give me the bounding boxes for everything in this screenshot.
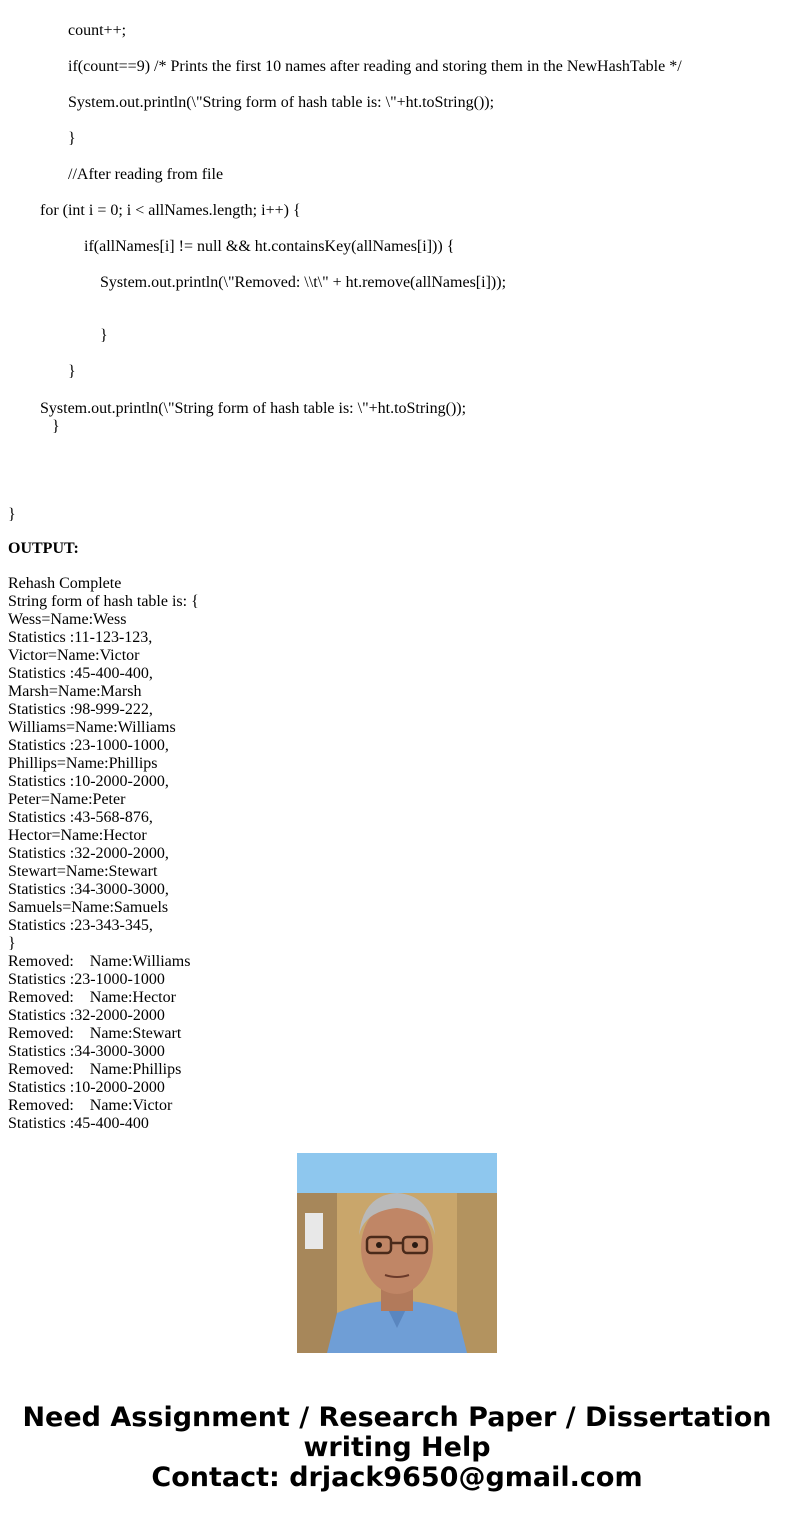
promo-line-2: writing Help: [303, 1432, 491, 1463]
output-line: Peter=Name:Peter: [8, 791, 126, 808]
output-line: Statistics :45-400-400,: [8, 665, 153, 682]
code-line-close-brace: }: [52, 418, 60, 435]
output-line: Victor=Name:Victor: [8, 647, 140, 664]
output-line: Samuels=Name:Samuels: [8, 899, 169, 916]
output-line: Wess=Name:Wess: [8, 611, 127, 628]
portrait-illustration: [297, 1153, 497, 1353]
output-line: String form of hash table is: {: [8, 593, 199, 610]
code-line-close-brace: }: [100, 327, 108, 344]
output-line: Marsh=Name:Marsh: [8, 683, 142, 700]
output-line: Statistics :43-568-876,: [8, 809, 153, 826]
output-line: Rehash Complete: [8, 575, 122, 592]
promo-contact: Contact: drjack9650@gmail.com: [151, 1462, 643, 1493]
code-line-if-count: if(count==9) /* Prints the first 10 names after reading and storing them in the NewHashTable */: [68, 58, 682, 75]
output-line: Statistics :11-123-123,: [8, 629, 153, 646]
code-line-comment: //After reading from file: [68, 166, 224, 183]
code-line-println-final: System.out.println(\"String form of hash table is: \"+ht.toString());: [40, 400, 467, 417]
output-line: Hector=Name:Hector: [8, 827, 147, 844]
output-line: Statistics :23-1000-1000,: [8, 737, 169, 754]
output-line: Removed: Name:Victor: [8, 1097, 173, 1114]
code-line-println-removed: System.out.println(\"Removed: \\t\" + ht.remove(allNames[i]));: [100, 274, 507, 291]
output-line: Williams=Name:Williams: [8, 719, 176, 736]
output-heading: OUTPUT:: [8, 540, 79, 557]
output-line: Statistics :23-343-345,: [8, 917, 153, 934]
output-line: Statistics :10-2000-2000,: [8, 773, 169, 790]
output-line: Removed: Name:Williams: [8, 953, 191, 970]
output-line: Statistics :98-999-222,: [8, 701, 153, 718]
code-line-if-contains: if(allNames[i] != null && ht.containsKey(allNames[i])) {: [84, 238, 455, 255]
output-line: Statistics :10-2000-2000: [8, 1079, 165, 1096]
code-line-close-brace: }: [68, 363, 76, 380]
code-line-for-loop: for (int i = 0; i < allNames.length; i++) {: [40, 202, 301, 219]
output-line: Phillips=Name:Phillips: [8, 755, 158, 772]
output-block: [8, 575, 708, 1132]
output-line: Removed: Name:Stewart: [8, 1025, 182, 1042]
output-line: Stewart=Name:Stewart: [8, 863, 158, 880]
code-line-println-hash: System.out.println(\"String form of hash table is: \"+ht.toString());: [68, 94, 495, 111]
promo-line-1: Need Assignment / Research Paper / Dissertation: [22, 1402, 772, 1433]
output-line: Removed: Name:Hector: [8, 989, 176, 1006]
output-line: Statistics :32-2000-2000,: [8, 845, 169, 862]
output-line: Removed: Name:Phillips: [8, 1061, 182, 1078]
output-line: Statistics :34-3000-3000,: [8, 881, 169, 898]
output-line: Statistics :45-400-400: [8, 1115, 149, 1132]
output-line: Statistics :34-3000-3000: [8, 1043, 165, 1060]
code-line-close-brace: }: [68, 130, 76, 147]
promo-banner: [0, 1403, 794, 1493]
code-line-count-increment: count++;: [68, 22, 127, 39]
author-avatar: [297, 1153, 497, 1353]
output-line: }: [8, 935, 16, 952]
output-line: Statistics :32-2000-2000: [8, 1007, 165, 1024]
code-line-class-close: }: [8, 506, 16, 523]
output-line: Statistics :23-1000-1000: [8, 971, 165, 988]
